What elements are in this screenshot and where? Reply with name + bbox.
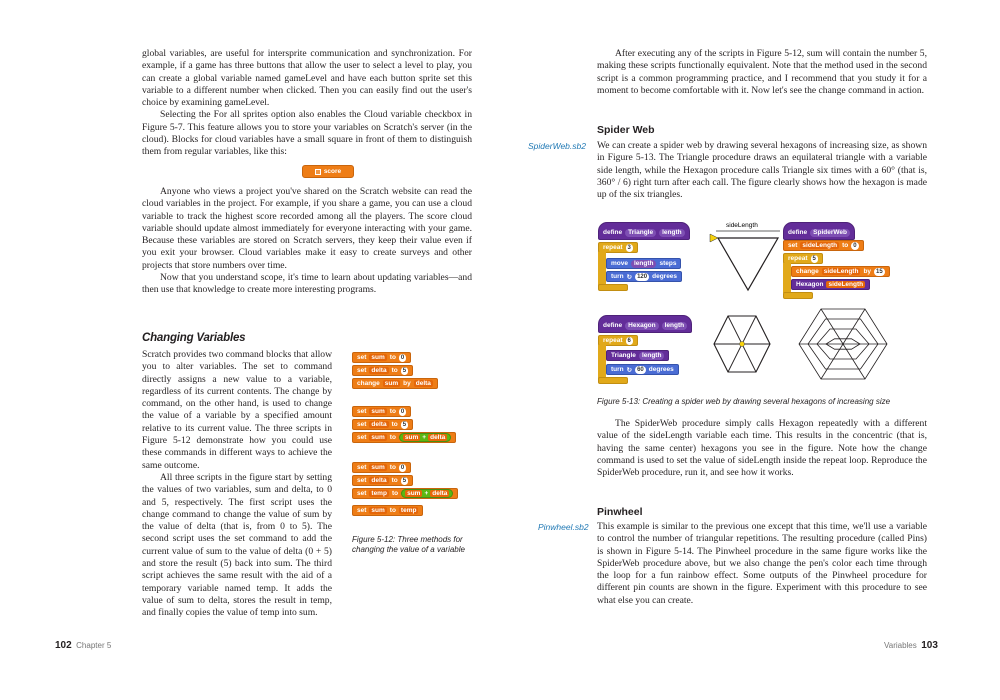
left-text-mid [142, 186, 472, 297]
heading-spider-web: Spider Web [597, 124, 655, 136]
block-turn-120-degrees: turn ↻ 120 degrees [606, 271, 682, 282]
left-page-number: 102 [55, 640, 72, 651]
left-para-4: Now that you understand scope, it's time to learn about updating variables—and then use that knowledge to create more interesting programs. [142, 272, 472, 296]
heading-pinwheel: Pinwheel [597, 506, 643, 518]
block-define-hexagon: define Hexagon length [598, 315, 692, 333]
left-chapter-label: Chapter 5 [76, 641, 112, 650]
block-move-length-steps: move length steps [606, 258, 681, 269]
repeat-5-c-shape [783, 263, 791, 293]
block-set-sum-to-sum-plus-delta: set sum to sum + delta [352, 432, 456, 443]
sprite-dot-icon [740, 342, 745, 347]
section-heading-changing-variables: Changing Variables [142, 332, 246, 344]
block-turn-60-degrees: turn ↻ 60 degrees [606, 364, 679, 375]
right-page-number: 103 [921, 640, 938, 651]
block-set-sum-0: set sum to 0 [352, 462, 411, 473]
right-text-top [597, 48, 927, 97]
block-set-sum-to-temp: set sum to temp [352, 505, 423, 516]
left-para-3: Anyone who views a project you've shared on the Scratch website can read the cloud variables in the project. For example, if you share a game, you can use a cloud variable to track the highest score recorded among all the players. The score cloud variable should update almost immediately for everyone interacting with your game. Because these variables are stored on Scratch servers, they keep their value even if you exit your browser. Cloud variables make it easy to create surveys and other projects that store numbers over time. [142, 186, 472, 271]
right-chapter-label: Variables [884, 641, 917, 650]
cloud-variable-block [302, 165, 354, 178]
block-set-sidelength-0: set sideLength to 0 [783, 240, 864, 251]
margin-note-spiderweb[interactable]: SpiderWeb.sb2 [528, 141, 586, 151]
left-para-1: global variables, are useful for intersprite communication and synchronization. For example, if a game has three buttons that allow the user to select a level to play, you can create a global variable named gameLevel and have each button sprite set this variable to a different number when clicked. Then you can easily find out the user's choice by examining gameLevel. [142, 48, 472, 109]
cloud-square-icon [315, 169, 321, 175]
right-text-spider [597, 140, 927, 201]
block-set-sum-0: set sum to 0 [352, 352, 411, 363]
block-set-temp-to-sum-plus-delta: set temp to sum + delta [352, 488, 458, 499]
right-para-3: The SpiderWeb procedure simply calls Hexagon repeatedly with a different value of the sideLength variable each time. This results in the concentric (that is, having the same center) hexagons you see in the figure. Note how the change command is used to set the value of sideLength inside the repeat loop. Reproduce the SpiderWeb procedure, run it, and see how it works. [597, 418, 927, 479]
left-para-2: Selecting the For all sprites option also enables the Cloud variable checkbox in Figure 5-7. This feature allows you to store your variables on Scratch's server (in the cloud). Blocks for cloud variables have a small square in front of them to distinguish them from regular variables, like this: [142, 109, 472, 158]
arrow-icon [710, 234, 718, 242]
block-hexagon-sidelength: Hexagon sideLength [791, 279, 870, 290]
spider-web-drawing [797, 298, 889, 390]
block-set-delta-5: set delta to 5 [352, 365, 413, 376]
side-length-label: sideLength [726, 222, 758, 229]
triangle-shape [718, 238, 778, 290]
left-para-6: All three scripts in the figure start by setting the values of two variables, sum and delta, to 0 and 5, respectively. The first script uses the change command to change the value of sum by the value of delta (that is, from 0 to 5). The second script uses the set command to add the current value of sum to the value of delta (0 + 5) and store the result (5) back into sum. The third script achieves the same result with the aid of a temporary variable named temp. It adds the value of sum to delta, stores the result in temp, and finally copies the value of temp into sum. [142, 471, 332, 619]
left-text-narrow [142, 349, 332, 619]
block-repeat-6: repeat 6 [598, 335, 638, 346]
right-para-4: This example is similar to the previous one except that this time, we'll use a variable to control the number of triangular repetitions. The resulting procedure (called Pins) is shown in Figure 5-14. The Pinwheel procedure in the same figure works like the SpiderWeb procedure above, but we also change the pen's color each time through the loop for a fun rainbow effect. Some outputs of the Pinwheel procedure for different pin counts are shown in the figure. Experiment with this procedure to see what else you can create. [597, 521, 927, 606]
right-text-pinwheel [597, 521, 927, 607]
right-para-1: After executing any of the scripts in Figure 5-12, sum will contain the number 5, making these scripts functionally equivalent. Note that the method used in the second script is a common programming practice, and I recommend that you study it for a moment to become comfortable with it. Now let's see the change command in action. [597, 48, 927, 96]
block-change-sum-by-delta: change sum by delta [352, 378, 438, 389]
left-text-top [142, 48, 472, 159]
figure-5-12-caption: Figure 5-12: Three methods for changing the value of a variable [352, 535, 465, 554]
right-page [500, 0, 1000, 700]
right-footer [884, 640, 938, 651]
repeat-6-c-shape [598, 345, 606, 381]
repeat-3-c-shape [598, 252, 606, 288]
block-set-delta-5: set delta to 5 [352, 475, 413, 486]
block-define-spiderweb: define SpiderWeb [783, 222, 855, 240]
block-change-sidelength-by-15: change sideLength by 15 [791, 266, 890, 277]
repeat-3-bottom [598, 284, 628, 291]
block-set-sum-0: set sum to 0 [352, 406, 411, 417]
block-triangle-length: Triangle length [606, 350, 669, 361]
block-repeat-3: repeat 3 [598, 242, 638, 253]
left-footer [55, 640, 111, 651]
cloud-block-label: score [323, 168, 342, 175]
hexagon-drawing [710, 312, 774, 376]
figure-5-13-caption: Figure 5-13: Creating a spider web by drawing several hexagons of increasing size [597, 397, 891, 406]
block-define-triangle: define Triangle length [598, 222, 690, 240]
margin-note-pinwheel[interactable]: Pinwheel.sb2 [538, 522, 589, 532]
right-text-mid [597, 418, 927, 479]
block-repeat-5: repeat 5 [783, 253, 823, 264]
block-set-delta-5: set delta to 5 [352, 419, 413, 430]
left-para-5: Scratch provides two command blocks that allow you to alter variables. The set to command directly assigns a new value to a variable, regardless of its current contents. The change by command, on the other hand, is used to change the value of a variable by a specified amount relative to its current value. The three scripts in Figure 5-12 demonstrate how you could use these commands in different ways to achieve the same outcome. [142, 349, 332, 471]
right-para-2: We can create a spider web by drawing several hexagons of increasing size, as shown in Figure 5-13. The Triangle procedure draws an equilateral triangle with a variable side length, while the Hexagon procedure calls Triangle six times with a 60° (that is, 360° / 6) right turn after each call. The figure clearly shows how the hexagon is made up of the six triangles. [597, 140, 927, 201]
repeat-6-bottom [598, 377, 628, 384]
